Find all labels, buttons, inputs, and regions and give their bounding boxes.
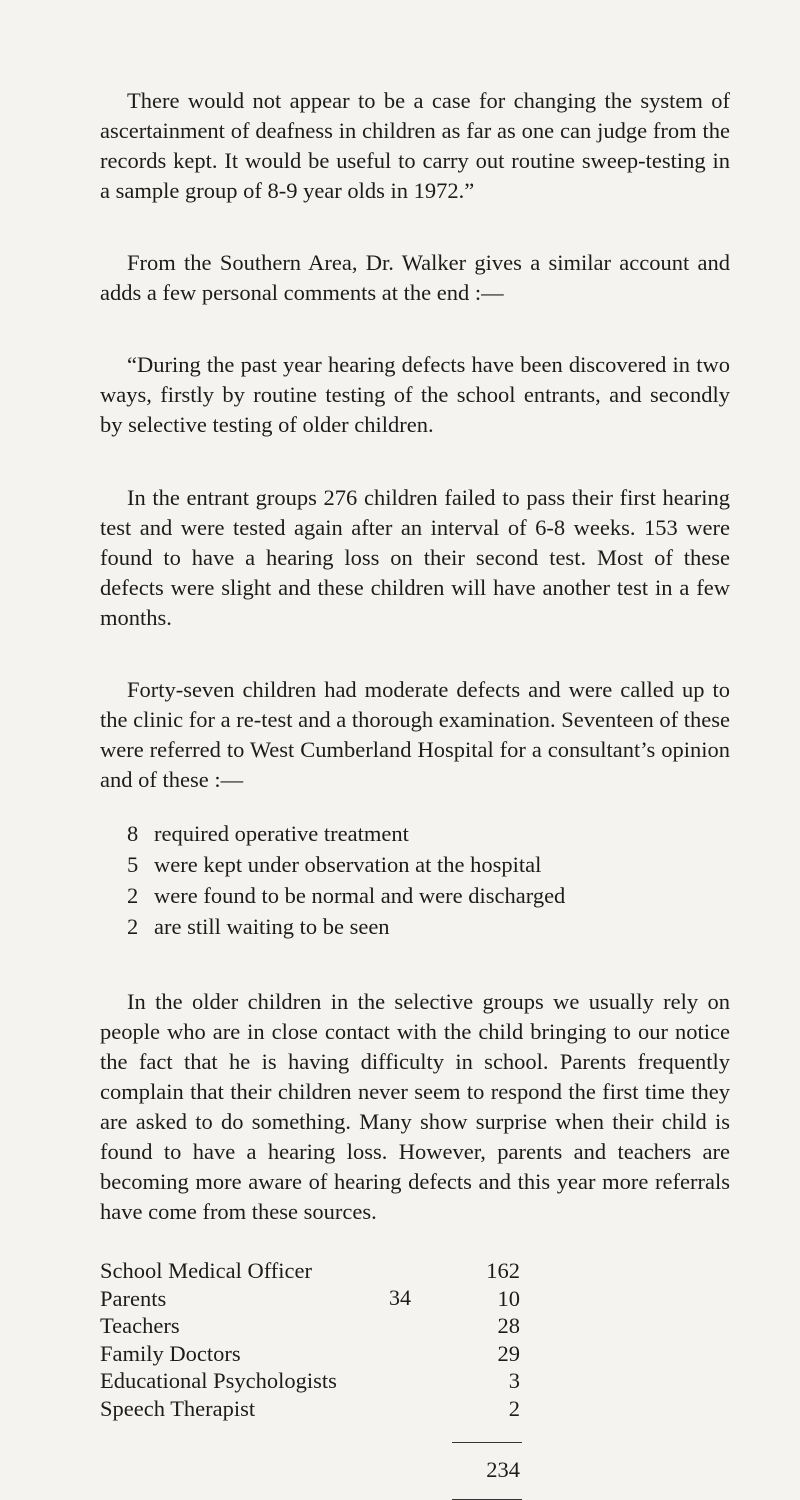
table-row [100, 1395, 522, 1423]
table-row [100, 1312, 522, 1340]
referral-source: Family Doctors [100, 1340, 241, 1366]
referral-count: 10 [497, 1285, 520, 1311]
outcome-count: 8 [127, 821, 139, 846]
list-item [100, 849, 730, 880]
outcome-text: were found to be normal and were discharged [154, 883, 566, 908]
referral-source: Educational Psychologists [100, 1368, 337, 1393]
paragraph-entrant-groups: In the entrant groups 276 children failed to pass their first hearing test and were tested again after an interval of 6-8 weeks. 153 were found to have a hearing loss on their second test. Most of these defects were slight and these children will have another test in a few months. [100, 485, 730, 630]
paragraph-north-area-conclusion: There would not appear to be a case for changing the system of ascertainment of deafness in children as far as one can judge from the records kept. It would be useful to carry out routine sweep-testing in a sample group of 8-9 year olds in 1972.” [100, 88, 730, 203]
outcome-count: 2 [127, 914, 139, 939]
list-item [100, 880, 730, 911]
referral-source: Teachers [100, 1313, 180, 1338]
table-row [100, 1257, 522, 1285]
referral-count: 3 [508, 1368, 520, 1393]
referral-sources-table [100, 1257, 522, 1422]
referral-source: School Medical Officer [100, 1258, 313, 1283]
referral-count: 28 [497, 1313, 520, 1338]
list-item [100, 911, 730, 942]
outcome-count: 2 [127, 883, 139, 908]
referral-count: 162 [486, 1258, 520, 1283]
referral-source: Parents [100, 1285, 167, 1311]
paragraph-southern-area-intro: From the Southern Area, Dr. Walker gives a similar account and adds a few personal comments at the end :— [100, 250, 730, 305]
paragraph-older-children: In the older children in the selective groups we usually rely on people who are in close contact with the child bringing to our notice the fact that he is having difficulty in school. Parents frequently complain that their children never seem to respond the first time they are asked to do something. Many show surprise when their child is found to have a hearing loss. However, parents and teachers are becoming more aware of hearing defects and this year more referrals have come from these sources. [100, 989, 730, 1224]
outcome-count: 5 [127, 852, 139, 877]
table-row [100, 1367, 522, 1395]
referral-total: 234 [486, 1457, 520, 1482]
outcome-text: are still waiting to be seen [154, 914, 390, 939]
referral-count: 2 [508, 1395, 520, 1421]
referral-total-block [100, 1442, 522, 1500]
referral-source: Speech Therapist [100, 1395, 256, 1421]
page-number: 34 [389, 1285, 411, 1310]
referral-count: 29 [497, 1340, 520, 1366]
paragraph-detection-methods: “During the past year hearing defects have been discovered in two ways, firstly by routine testing of the school entrants, and secondly by selective testing of older children. [100, 352, 730, 437]
table-row [100, 1340, 522, 1368]
list-item [100, 818, 730, 849]
outcome-text: were kept under observation at the hospital [154, 852, 542, 877]
outcome-text: required operative treatment [154, 821, 409, 846]
total-rule-top [452, 1442, 522, 1443]
outcome-list [100, 818, 730, 942]
paragraph-moderate-defects: Forty-seven children had moderate defects and were called up to the clinic for a re-test and a thorough examination. Seventeen of these were referred to West Cumberland Hospital for a consultant’s opinion and of these :— [100, 677, 730, 792]
